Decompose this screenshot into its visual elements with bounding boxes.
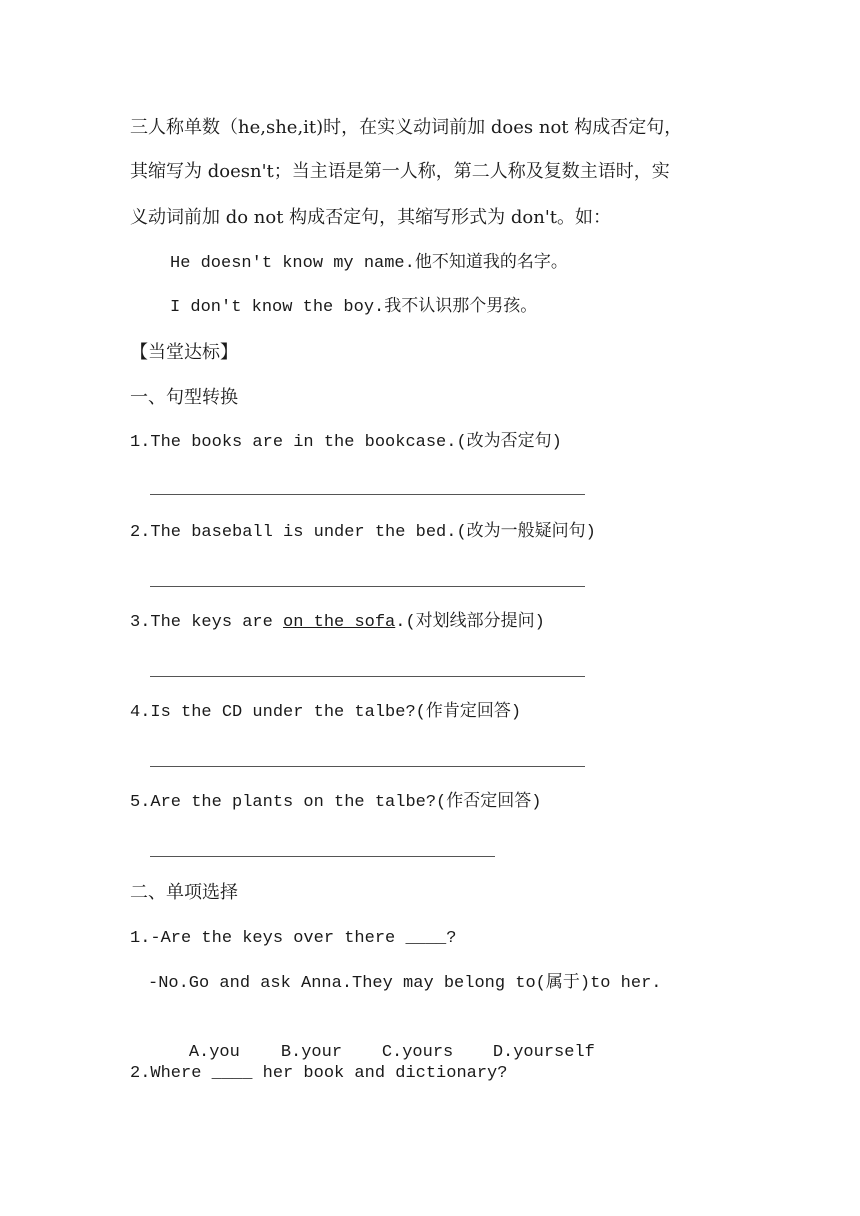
mc-question-2-stem: 2.Where ____ her book and dictionary? (130, 1064, 508, 1083)
grammar-line-1: 三人称单数（he,she,it)时，在实义动词前加 does not 构成否定句， (130, 117, 683, 138)
question-1: 1.The books are in the bookcase.(改为否定句) (130, 433, 562, 452)
question-3 (130, 611, 545, 635)
question-3-post: .(对划线部分提问) (395, 613, 545, 632)
question-3-pre: 3.The keys are (130, 613, 284, 632)
mc-question-1-reply: -No.Go and ask Anna.They may belong to(属于)to her. (148, 974, 662, 993)
question-3-underlined: on the sofa (283, 613, 396, 632)
part1-title: 一、句型转换 (130, 387, 238, 408)
example-sentence-1: He doesn't know my name.他不知道我的名字。 (170, 254, 568, 273)
answer-line-5[interactable] (150, 856, 495, 857)
option-c[interactable]: C.yours (381, 1043, 454, 1062)
answer-line-3[interactable] (150, 676, 585, 677)
question-5: 5.Are the plants on the talbe?(作否定回答) (130, 793, 542, 812)
part2-title: 二、单项选择 (130, 882, 238, 903)
grammar-line-3: 义动词前加 do not 构成否定句，其缩写形式为 don't。如： (130, 207, 612, 228)
mc-question-1-stem: 1.-Are the keys over there ____? (130, 929, 457, 948)
question-2: 2.The baseball is under the bed.(改为一般疑问句) (130, 523, 596, 542)
grammar-line-2: 其缩写为 doesn't；当主语是第一人称，第二人称及复数主语时，实 (130, 161, 670, 182)
option-d[interactable]: D.yourself (492, 1043, 595, 1062)
question-4: 4.Is the CD under the talbe?(作肯定回答) (130, 703, 522, 722)
answer-line-2[interactable] (150, 586, 585, 587)
option-a[interactable]: A.you (188, 1043, 240, 1062)
example-sentence-2: I don't know the boy.我不认识那个男孩。 (170, 298, 538, 317)
section-heading: 【当堂达标】 (130, 342, 238, 363)
answer-line-1[interactable] (150, 494, 585, 495)
option-b[interactable]: B.your (280, 1043, 343, 1062)
answer-line-4[interactable] (150, 766, 585, 767)
